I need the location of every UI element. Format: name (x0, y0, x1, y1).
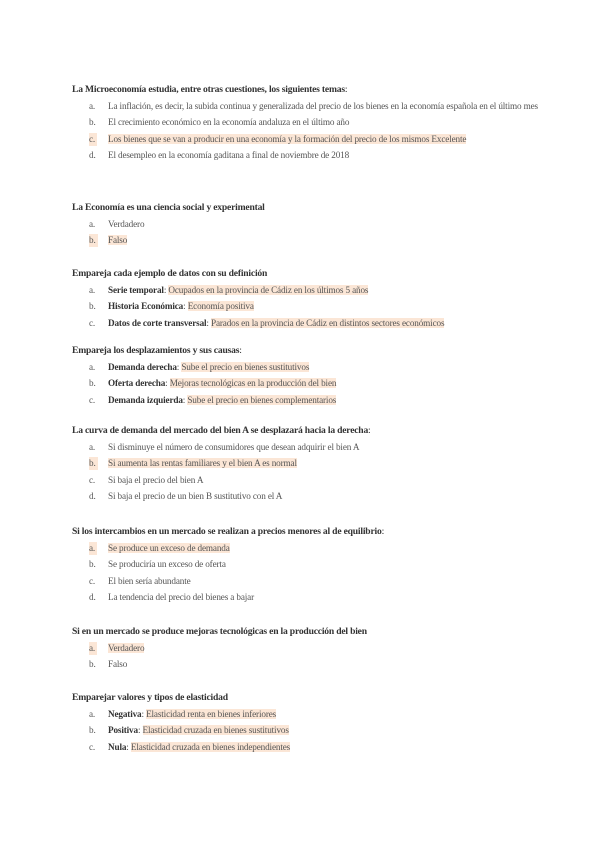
option-a[interactable]: a. La inflación, es decir, la subida continua y generalizada del precio de los bienes en la economía española en el último mes (89, 100, 538, 111)
match-a[interactable]: a. Serie temporal: Ocupados en la provincia de Cádiz en los últimos 5 años (89, 284, 369, 295)
question-8 (72, 691, 542, 754)
option-list (72, 708, 542, 754)
option-c-selected[interactable]: c. Los bienes que se van a producir en una economía y la formación del precio de los mismos Excelente (89, 133, 467, 144)
option-b[interactable]: b. Se produciría un exceso de oferta (89, 559, 226, 569)
match-b[interactable]: b. Oferta derecha: Mejoras tecnológicas en la producción del bien (89, 378, 337, 388)
option-b-selected[interactable]: b. Si aumenta las rentas familiares y el bien A es normal (89, 458, 297, 468)
option-d[interactable]: d. La tendencia del precio del bienes a bajar (89, 592, 254, 602)
question-3 (72, 267, 542, 330)
question-title: La Economía es una ciencia social y experimental (72, 202, 265, 213)
option-a[interactable]: a. Verdadero (89, 218, 145, 229)
match-b[interactable]: b. Historia Económica: Economía positiva (89, 301, 254, 311)
question-5 (72, 424, 542, 503)
question-title: La curva de demanda del mercado del bien A se desplazará hacia la derecha: (72, 425, 371, 436)
question-1 (72, 83, 542, 162)
question-7 (72, 625, 542, 671)
option-c[interactable]: c. El bien sería abundante (89, 575, 191, 586)
question-title: Empareja los desplazamientos y sus causas: (72, 345, 242, 356)
match-a[interactable]: a. Demanda derecha: Sube el precio en bienes sustitutivos (89, 361, 310, 372)
question-title: La Microeconomía estudia, entre otras cuestiones, los siguientes temas: (72, 84, 348, 95)
option-c[interactable]: c. Si baja el precio del bien A (89, 474, 204, 485)
option-b-selected[interactable]: b. Falso (89, 235, 128, 245)
option-list (72, 284, 542, 330)
option-list (72, 441, 542, 504)
option-a-selected[interactable]: a. Se produce un exceso de demanda (89, 542, 230, 553)
option-list (72, 542, 542, 605)
question-4 (72, 344, 542, 407)
match-c[interactable]: c. Demanda izquierda: Sube el precio en bienes complementarios (89, 394, 337, 405)
question-title: Empareja cada ejemplo de datos con su definición (72, 268, 268, 279)
match-a[interactable]: a. Negativa: Elasticidad renta en bienes inferiores (89, 708, 277, 719)
option-a[interactable]: a. Si disminuye el número de consumidores que desean adquirir el bien A (89, 441, 360, 452)
question-title: Si los intercambios en un mercado se realizan a precios menores al de equilibrio: (72, 526, 385, 537)
match-c[interactable]: c. Datos de corte transversal: Parados en la provincia de Cádiz en distintos sectores económicos (89, 317, 445, 328)
question-title: Si en un mercado se produce mejoras tecnológicas en la producción del bien (72, 626, 367, 637)
option-b[interactable]: b. El crecimiento económico en la economía andaluza en el último año (89, 117, 350, 127)
match-b[interactable]: b. Positiva: Elasticidad cruzada en bienes sustitutivos (89, 725, 289, 735)
question-2 (72, 201, 542, 247)
option-d[interactable]: d. Si baja el precio de un bien B sustitutivo con el A (89, 491, 283, 501)
option-list (72, 218, 542, 248)
option-d[interactable]: d. El desempleo en la economía gaditana a final de noviembre de 2018 (89, 150, 350, 160)
option-list (72, 642, 542, 672)
option-list (72, 100, 542, 163)
question-title: Emparejar valores y tipos de elasticidad (72, 692, 228, 703)
option-a-selected[interactable]: a. Verdadero (89, 642, 145, 653)
option-b[interactable]: b. Falso (89, 659, 128, 669)
option-list (72, 361, 542, 407)
question-6 (72, 525, 542, 604)
match-c[interactable]: c. Nula: Elasticidad cruzada en bienes independientes (89, 741, 291, 752)
